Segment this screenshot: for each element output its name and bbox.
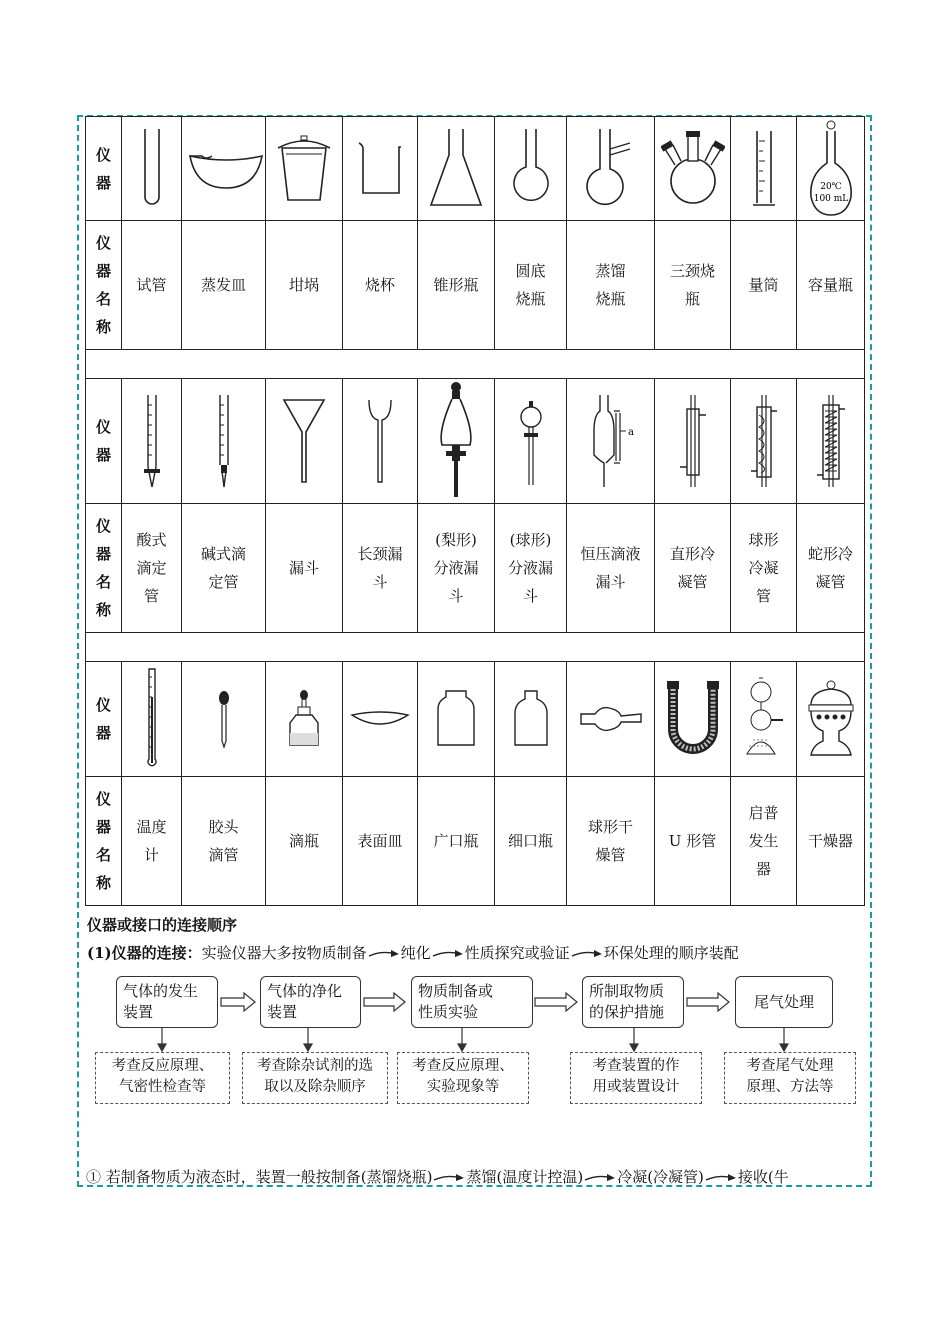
arrow-icon <box>583 1172 617 1184</box>
label-pear-separatory-funnel: (梨形) 分液漏 斗 <box>418 504 495 633</box>
label-thermometer: 温度 计 <box>122 777 182 906</box>
label-long-neck-funnel: 长颈漏 斗 <box>343 504 418 633</box>
label-crucible: 坩埚 <box>266 221 343 350</box>
svg-text:100 mL: 100 mL <box>813 193 848 204</box>
flow-note-5: 考查尾气处理 原理、方法等 <box>724 1052 856 1104</box>
section-title: 仪器或接口的连接顺序 <box>87 916 238 934</box>
label-three-neck-flask: 三颈烧 瓶 <box>655 221 731 350</box>
label-graduated-cylinder: 量筒 <box>731 221 797 350</box>
label-dropping-bottle: 滴瓶 <box>266 777 343 906</box>
flow-arrow-icon <box>364 993 405 1011</box>
label-volumetric-flask: 容量瓶 <box>797 221 865 350</box>
label-narrow-mouth-bottle: 细口瓶 <box>495 777 567 906</box>
flow-note-3: 考查反应原理、 实验现象等 <box>397 1052 529 1104</box>
arrow-icon <box>432 1172 466 1184</box>
flow-box-gas-generation: 气体的发生 装置 <box>116 976 218 1028</box>
label-funnel: 漏斗 <box>266 504 343 633</box>
label-desiccator: 干燥器 <box>797 777 865 906</box>
label-wide-mouth-bottle: 广口瓶 <box>418 777 495 906</box>
row-header-image: 仪 器 <box>86 117 122 221</box>
flow-note-1: 考查反应原理、 气密性检查等 <box>95 1052 230 1104</box>
label-kipp-generator: 启普 发生 器 <box>731 777 797 906</box>
rule-heading: (1)仪器的连接： <box>87 944 202 962</box>
row-header-name: 仪 器 名 称 <box>86 777 122 906</box>
label-watch-glass: 表面皿 <box>343 777 418 906</box>
flow-box-gas-purification: 气体的净化 装置 <box>260 976 361 1028</box>
label-bulb-condenser: 球形 冷凝 管 <box>731 504 797 633</box>
svg-text:a: a <box>627 427 634 438</box>
flow-arrow-icon <box>221 993 255 1011</box>
label-round-bottom-flask: 圆底 烧瓶 <box>495 221 567 350</box>
label-u-tube: U 形管 <box>655 777 731 906</box>
label-distillation-flask: 蒸馏 烧瓶 <box>567 221 655 350</box>
flow-box-protection: 所制取物质 的保护措施 <box>582 976 684 1028</box>
svg-text:20℃: 20℃ <box>819 181 842 192</box>
label-ball-separatory-funnel: (球形) 分液漏 斗 <box>495 504 567 633</box>
label-evaporating-dish: 蒸发皿 <box>182 221 266 350</box>
row-header-image: 仪 器 <box>86 379 122 504</box>
label-acid-burette: 酸式 滴定 管 <box>122 504 182 633</box>
row-header-name: 仪 器 名 称 <box>86 221 122 350</box>
row-header-name: 仪 器 名 称 <box>86 504 122 633</box>
flow-arrow-icon <box>535 993 577 1011</box>
label-base-burette: 碱式滴 定管 <box>182 504 266 633</box>
label-drying-tube: 球形干 燥管 <box>567 777 655 906</box>
flow-box-preparation: 物质制备或 性质实验 <box>411 976 533 1028</box>
label-test-tube: 试管 <box>122 221 182 350</box>
label-beaker: 烧杯 <box>343 221 418 350</box>
flow-box-tail-gas: 尾气处理 <box>735 976 833 1028</box>
connection-rule-line: (1)仪器的连接：实验仪器大多按物质制备 纯化 性质探究或验证 环保处理的顺序装配 <box>87 944 739 962</box>
flow-note-4: 考查装置的作 用或装置设计 <box>570 1052 702 1104</box>
arrow-icon <box>704 1172 738 1184</box>
flow-arrow-icon <box>687 993 729 1011</box>
liquid-preparation-line: ① 若制备物质为液态时，装置一般按制备(蒸馏烧瓶) 蒸馏(温度计控温) 冷凝(冷凝管) 接收(牛 <box>86 1168 789 1186</box>
flow-note-2: 考查除杂试剂的选 取以及除杂顺序 <box>242 1052 388 1104</box>
label-coil-condenser: 蛇形冷 凝管 <box>797 504 865 633</box>
label-straight-condenser: 直形冷 凝管 <box>655 504 731 633</box>
label-conical-flask: 锥形瓶 <box>418 221 495 350</box>
label-dropper: 胶头 滴管 <box>182 777 266 906</box>
row-header-image: 仪 器 <box>86 662 122 777</box>
label-pressure-dropping-funnel: 恒压滴液 漏斗 <box>567 504 655 633</box>
